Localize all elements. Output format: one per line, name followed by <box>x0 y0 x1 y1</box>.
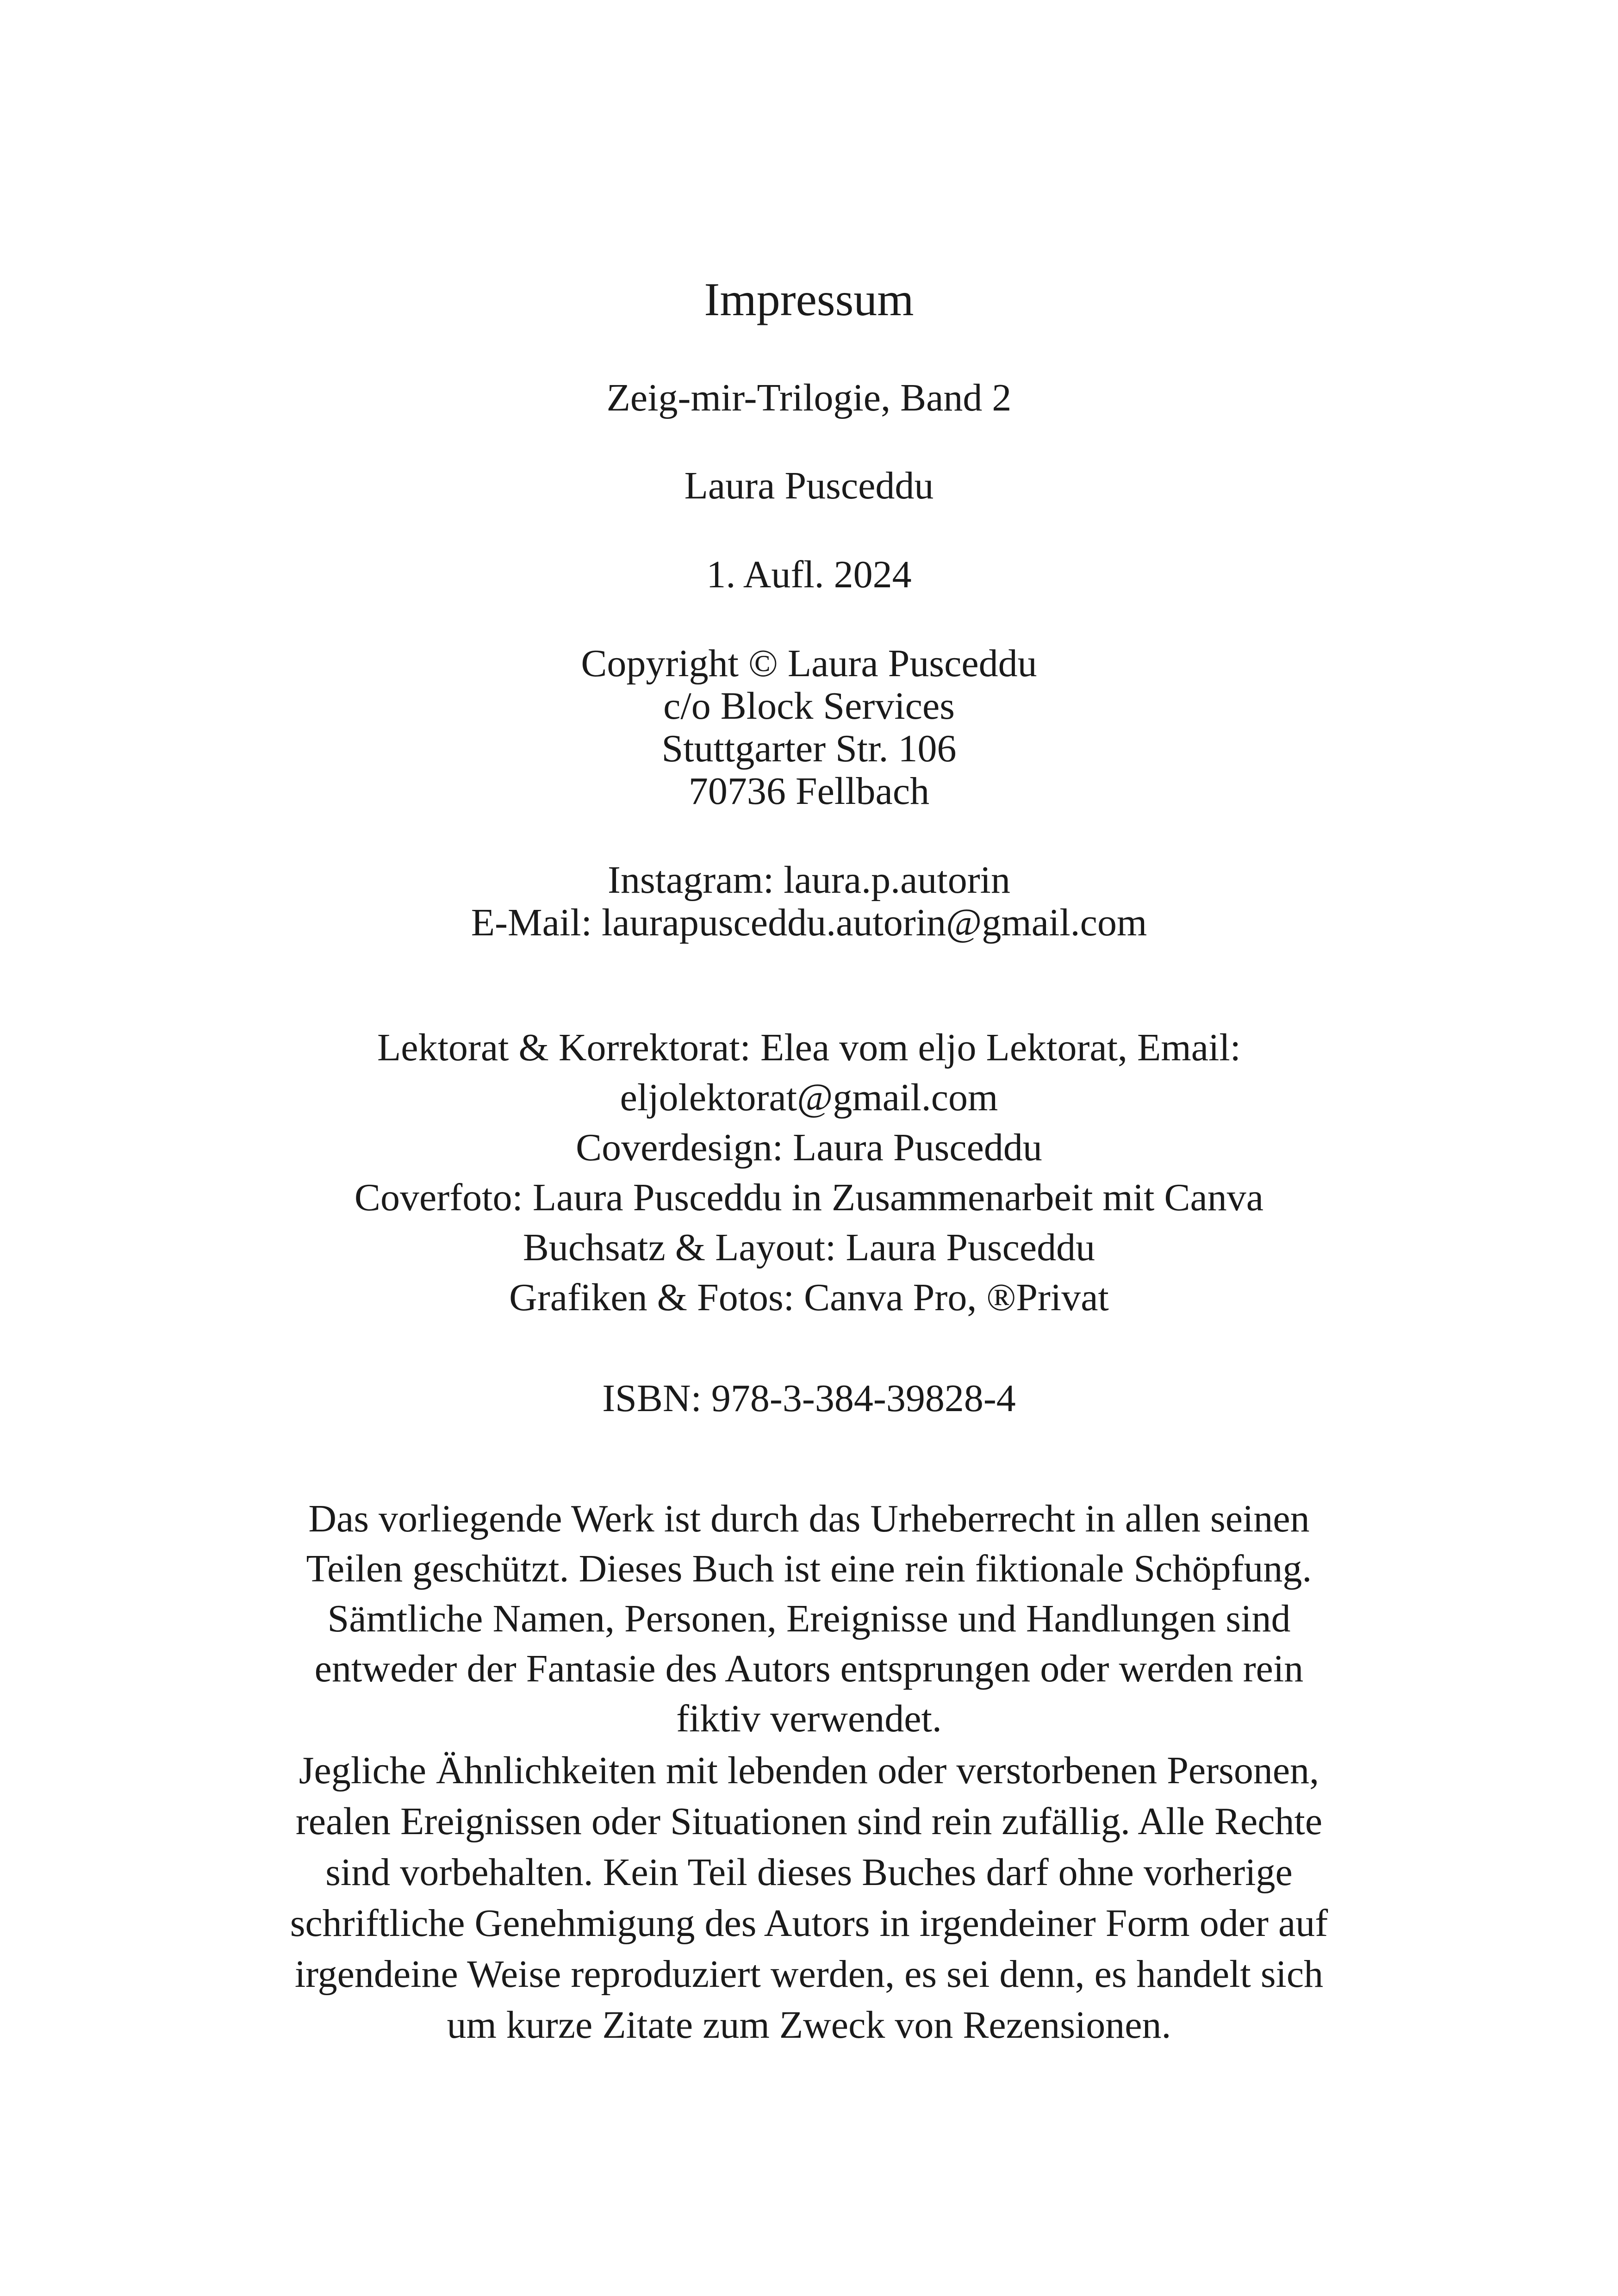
page-title: Impressum <box>704 274 914 326</box>
credits-line: Lektorat & Korrektorat: Elea vom eljo Lektorat, Email: <box>377 1026 1241 1069</box>
address-line: c/o Block Services <box>663 684 955 728</box>
address-line: Stuttgarter Str. 106 <box>661 727 957 770</box>
legal-text-line: Sämtliche Namen, Personen, Ereignisse und Handlungen sind <box>327 1597 1291 1640</box>
isbn-line: ISBN: 978-3-384-39828-4 <box>602 1377 1016 1420</box>
legal-text-line: schriftliche Genehmigung des Autors in irgendeiner Form oder auf <box>290 1902 1328 1945</box>
legal-text-line: irgendeine Weise reproduziert werden, es sei denn, es handelt sich <box>294 1953 1324 1996</box>
legal-text-line: realen Ereignissen oder Situationen sind rein zufällig. Alle Rechte <box>295 1800 1323 1843</box>
credits-line: Coverfoto: Laura Pusceddu in Zusammenarbeit mit Canva <box>354 1176 1264 1219</box>
legal-text-line: fiktiv verwendet. <box>676 1697 942 1740</box>
address-line: Copyright © Laura Pusceddu <box>581 642 1037 685</box>
credits-line: Grafiken & Fotos: Canva Pro, ®Privat <box>509 1276 1109 1319</box>
legal-text-line: sind vorbehalten. Kein Teil dieses Buches darf ohne vorherige <box>325 1851 1293 1894</box>
instagram-line: Instagram: laura.p.autorin <box>607 859 1011 902</box>
author-line: Laura Pusceddu <box>684 464 934 507</box>
legal-text-line: Jegliche Ähnlichkeiten mit lebenden oder verstorbenen Personen, <box>299 1749 1319 1792</box>
email-line: E-Mail: laurapusceddu.autorin@gmail.com <box>471 901 1147 944</box>
series-line: Zeig-mir-Trilogie, Band 2 <box>606 376 1012 419</box>
credits-line: Buchsatz & Layout: Laura Pusceddu <box>523 1226 1095 1269</box>
legal-text-line: entweder der Fantasie des Autors entsprungen oder werden rein <box>314 1647 1304 1690</box>
legal-text-line: um kurze Zitate zum Zweck von Rezensionen. <box>447 2004 1171 2047</box>
credits-line: Coverdesign: Laura Pusceddu <box>576 1126 1042 1169</box>
legal-text-line: Teilen geschützt. Dieses Buch ist eine rein fiktionale Schöpfung. <box>306 1547 1312 1590</box>
edition-line: 1. Aufl. 2024 <box>706 553 912 596</box>
credits-line: eljolektorat@gmail.com <box>620 1076 998 1119</box>
legal-text-line: Das vorliegende Werk ist durch das Urheberrecht in allen seinen <box>308 1497 1310 1540</box>
address-line: 70736 Fellbach <box>688 770 930 813</box>
